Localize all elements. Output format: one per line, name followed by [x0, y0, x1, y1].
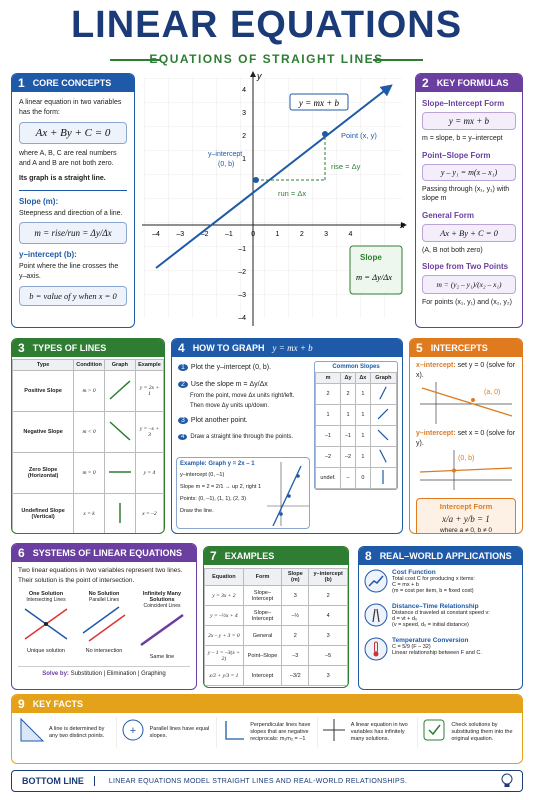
bottom-line [11, 770, 523, 792]
y-intercept-graph [416, 448, 516, 490]
x-tick-label: –2 [200, 231, 209, 238]
positive-slope-graph [107, 378, 133, 402]
gf-formula: Ax + By + C = 0 [422, 224, 516, 242]
parallel-symbol-icon [120, 717, 146, 748]
x-tick-label: 3 [324, 231, 329, 238]
example-step: Points: (0, –1), (1, 1), (2, 3) [180, 496, 247, 502]
lightbulb-icon [500, 773, 514, 789]
y-axis-label: y [257, 71, 262, 81]
table-row: Undefined Slope (Vertical) x = k x = –2 [13, 494, 164, 535]
systems-panel [11, 543, 197, 690]
y-intercept-text: y–intercept: set x = 0 (solve for y). [416, 430, 516, 447]
key-formulas-panel [415, 73, 523, 328]
divider [19, 190, 127, 191]
x-intercept-text: x–intercept: set y = 0 (solve for x). [416, 362, 516, 379]
slope-arrow-icon [375, 407, 391, 421]
page-title: LINEAR EQUATIONS [70, 4, 463, 46]
y-tick-label: –1 [238, 246, 246, 253]
slope-heading: Slope (m): [19, 196, 59, 206]
common-slopes-box: Common Slopes m Δy Δx Graph 2 2 1 1 1 1 –1 –1 1 –2 –2 1 undef. – 0 [314, 361, 398, 490]
common-slopes-heading: Common Slopes [332, 364, 380, 370]
x-tick-label: –1 [225, 231, 233, 238]
point-label: Point (x, y) [341, 131, 377, 140]
y-tick-label: 3 [242, 110, 246, 117]
key-fact-item: + Parallel lines have equal slopes. [117, 717, 218, 748]
x-tick-label: 4 [348, 231, 353, 238]
bottom-line-label: BOTTOM LINE [12, 776, 95, 786]
graph-equation: y = mx + b [298, 98, 340, 108]
y-tick-label: 4 [242, 87, 246, 94]
example-step: y–intercept (0, –1) [180, 472, 225, 478]
slope-arrow-icon [375, 386, 391, 400]
systems-columns [18, 591, 190, 660]
real-world-item: Cost Function Total cost C for producing x items: C = mx + b (m = cost per item, b = fixed cost) [364, 569, 517, 598]
system-no-solution: No Solution Parallel Lines No intersection [76, 591, 132, 660]
table-row: y = 3x + 2 Slope–Intercept 3 2 [205, 586, 348, 606]
tp-text: For points (x₁, y₁) and (x₂, y₂) [422, 299, 512, 306]
step-3: 3 Plot another point. [178, 416, 308, 426]
coordinate-graph [138, 68, 408, 333]
real-world-item: Distance–Time Relationship Distance d traveled at constant speed v: d = vt + d₀ (v = speed, d₀ = initial distance) [364, 603, 517, 632]
ps-text: Passing through (x₁, y₁) with slope m [422, 185, 510, 202]
example-heading: Example: Graph y = 2x – 1 [180, 461, 255, 467]
examples-panel: 7 EXAMPLES Equation Form Slope (m) y–intercept (b) y = 3x + 2 Slope–Intercept 3 2 y = –½x + 4 Slope–Intercept –½ 4 2x – y + 3 = 0 General 2 3 y – 1 = –3(x + 2) Point–Slope –3 –5 x/2 + y/3 = 1 Intercept –3/2 3 [203, 546, 349, 688]
step-2a: From the point, move Δx units right/left. [190, 393, 295, 399]
systems-intro: Two linear equations in two variables represent two lines. Their solution is the point of intersection. [18, 567, 183, 584]
example-graph [267, 462, 309, 526]
y-tick-label: –4 [238, 315, 246, 322]
how-to-graph-panel [171, 338, 403, 534]
xy-point [322, 131, 328, 137]
bottom-line-text: LINEAR EQUATIONS MODEL STRAIGHT LINES AND REAL-WORLD RELATIONSHIPS. [108, 777, 408, 785]
rise-label: rise = Δy [331, 162, 361, 171]
key-fact-item: A line is determined by any two distinct points. [16, 717, 117, 748]
real-world-header: 8 REAL–WORLD APPLICATIONS [359, 547, 522, 565]
ps-heading: Point–Slope Form [422, 150, 491, 160]
yint-label: y–intercept [208, 151, 243, 158]
slope-arrow-icon [375, 470, 391, 484]
key-fact-item: A linear equation in two variables has infinitely many solutions. [318, 717, 419, 748]
system-one-solution: One Solution Intersecting Lines Unique solution [26, 591, 66, 654]
road-icon [364, 603, 388, 632]
yint-formula: b = value of y when x = 0 [19, 286, 127, 306]
gf-text: (A, B not both zero) [422, 246, 483, 254]
system-infinite-solutions: Infinitely Many Solutions Coincident Lines Same line [142, 591, 182, 660]
x-axis-label: x [400, 220, 405, 230]
thermometer-icon [364, 637, 388, 666]
perpendicular-icon [220, 717, 246, 748]
table-row: Negative Slope m < 0 y = –x + 3 [13, 412, 164, 453]
table-row: –1 –1 1 [316, 426, 397, 447]
x-intercept-graph [416, 380, 516, 424]
examples-header: 7 EXAMPLES [204, 547, 348, 565]
types-header: 3 TYPES OF LINES [12, 339, 164, 357]
core-concepts-header: 1 CORE CONCEPTS [12, 74, 134, 92]
table-row: Positive Slope m > 0 y = 2x + 1 [13, 371, 164, 412]
y-tick-label: 2 [242, 133, 246, 140]
key-fact-item: Check solutions by substituting them into the original equation. [418, 717, 518, 748]
gf-heading: General Form [422, 210, 475, 220]
types-of-lines-panel [11, 338, 165, 534]
slope-formula: m = rise/run = Δy/Δx [19, 222, 127, 244]
checkmark-icon [421, 717, 447, 748]
table-row: x/2 + y/3 = 1 Intercept –3/2 3 [205, 666, 348, 686]
si-text: m = slope, b = y–intercept [422, 135, 503, 142]
si-heading: Slope–Intercept Form [422, 99, 505, 108]
real-world-item: Temperature Conversion C = 5/9 (F – 32) Linear relationship between F and C. [364, 637, 517, 666]
si-formula: y = mx + b [422, 112, 516, 130]
zero-slope-graph [107, 460, 133, 484]
x-tick-label: –3 [176, 231, 185, 238]
table-row: y – 1 = –3(x + 2) Point–Slope –3 –5 [205, 646, 348, 666]
y-tick-label: –3 [238, 292, 246, 299]
table-row: 1 1 1 [316, 405, 397, 426]
triangle-ruler-icon [19, 717, 45, 748]
intercepts-panel [409, 338, 523, 534]
x-tick-label: –4 [152, 231, 160, 238]
table-row: –2 –2 1 [316, 447, 397, 468]
table-row: 2x – y + 3 = 0 General 2 3 [205, 626, 348, 646]
svg-text:+: + [129, 725, 136, 737]
y-tick-label: –2 [238, 269, 246, 276]
chart-icon [364, 569, 388, 598]
x-tick-label: 2 [299, 231, 304, 238]
yint-heading: y–intercept (b): [19, 250, 77, 259]
table-row: 2 2 1 [316, 384, 397, 405]
step-1: 1 Plot the y–intercept (0, b). [178, 363, 308, 373]
svg-text:(0, b): (0, b) [458, 455, 475, 462]
core-concepts-panel [11, 73, 135, 328]
example-step: Slope m = 2 = 2/1 → up 2, right 1 [180, 484, 262, 490]
example-step: Draw the line. [180, 508, 214, 514]
svg-text:(a, 0): (a, 0) [484, 389, 501, 396]
tp-heading: Slope from Two Points [422, 262, 509, 271]
key-formulas-header: 2 KEY FORMULAS [416, 74, 522, 92]
key-facts-panel [11, 694, 523, 764]
table-row: y = –½x + 4 Slope–Intercept –½ 4 [205, 606, 348, 626]
x-tick-label: 1 [275, 231, 280, 238]
real-world-panel [358, 546, 523, 690]
ps-formula: y – y₁ = m(x – x₁) [422, 164, 516, 181]
x-tick-label: 0 [251, 231, 256, 238]
slope-arrow-icon [375, 449, 391, 463]
slope-box-eq: m = Δy/Δx [356, 272, 393, 282]
core-where: where A, B, C are real numbers and A and B are not both zero. [19, 150, 117, 167]
solve-by: Solve by: Substitution | Elimination | Graphing [18, 666, 190, 677]
table-row: Zero Slope (Horizontal) m = 0 y = 4 [13, 453, 164, 494]
step-2: 2 Use the slope m = Δy/Δx [178, 380, 308, 390]
y-intercept-point [253, 177, 259, 183]
how-to-graph-header: 4 HOW TO GRAPH y = mx + b [172, 339, 402, 357]
page-subtitle: EQUATIONS OF STRAIGHT LINES [149, 52, 384, 66]
run-label: run = Δx [278, 189, 307, 198]
axes-icon [321, 717, 347, 748]
core-intro: A linear equation in two variables has the form: [19, 99, 122, 116]
key-facts-header: 9 KEY FACTS [12, 695, 522, 713]
table-row: undef. – 0 [316, 468, 397, 489]
intercept-form-box: Intercept Form x/a + y/b = 1 where a ≠ 0, b ≠ 0 [416, 498, 516, 534]
y-tick-label: 1 [242, 156, 246, 163]
core-formula: Ax + By + C = 0 [19, 122, 127, 144]
slope-arrow-icon [375, 428, 391, 442]
systems-header: 6 SYSTEMS OF LINEAR EQUATIONS [12, 544, 196, 562]
core-graph-is: Its graph is a straight line. [19, 175, 106, 182]
intercepts-header: 5 INTERCEPTS [410, 339, 522, 357]
yint-coords: (0, b) [218, 161, 235, 168]
step-4: 4 Draw a straight line through the points. [178, 433, 308, 443]
key-fact-item: Perpendicular lines have slopes that are negative reciprocals: m₁m₂ = –1 [217, 717, 318, 748]
undefined-slope-graph [107, 501, 133, 525]
slope-text: Steepness and direction of a line. [19, 209, 123, 217]
types-table-header: Type Condition Graph Example [13, 360, 164, 371]
tp-formula: m = (y₂ – y₁)/(x₂ – x₁) [422, 275, 516, 294]
step-2b: Then move Δy units up/down. [190, 402, 270, 409]
slope-box-title: Slope [360, 253, 382, 262]
negative-slope-graph [107, 419, 133, 443]
yint-text: Point where the line crosses the y–axis. [19, 263, 119, 280]
example-box [176, 457, 310, 529]
